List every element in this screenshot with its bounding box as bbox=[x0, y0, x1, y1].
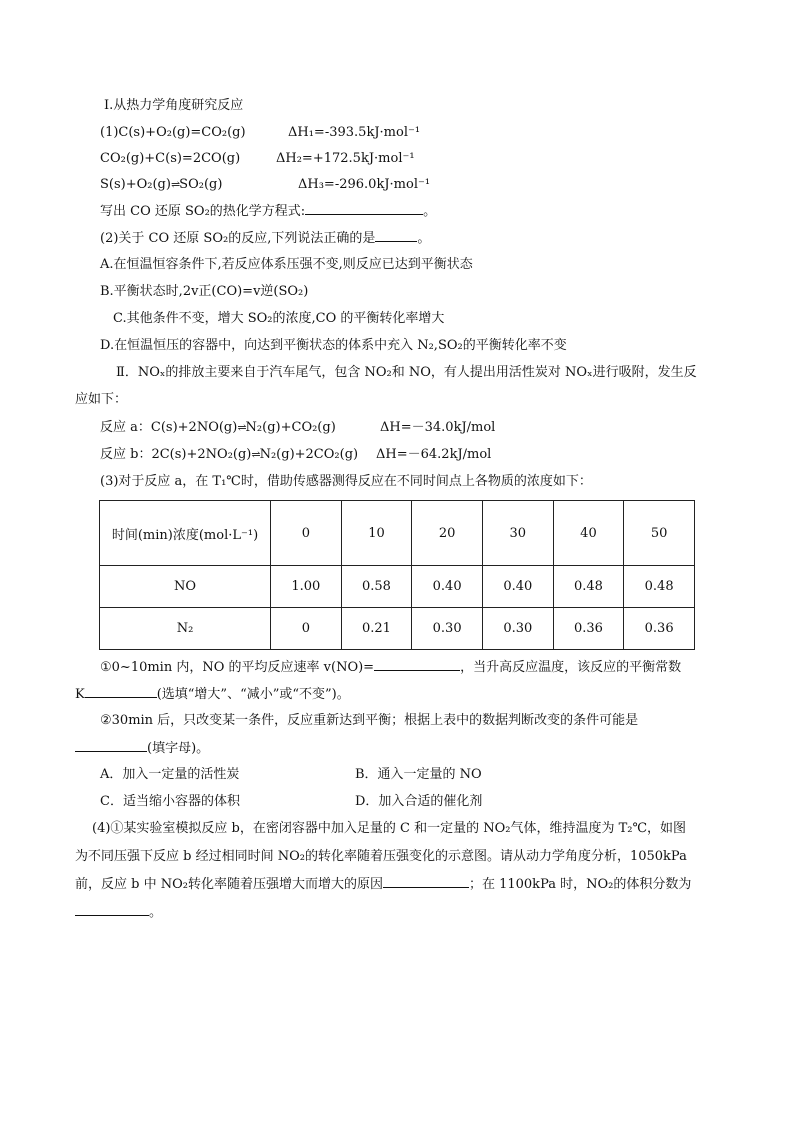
equation-3-left: S(s)+O₂(g) bbox=[100, 177, 171, 192]
reaction-b bbox=[100, 446, 358, 464]
q2-stem-end: 。 bbox=[417, 231, 431, 246]
reaction-a-label: 反应 a： bbox=[100, 420, 151, 435]
q3-sub2-text-b: (填字母)。 bbox=[147, 741, 210, 756]
q3-sub1-line1 bbox=[100, 658, 681, 677]
q3-option-d: D．加入合适的催化剂 bbox=[355, 794, 483, 809]
table-cell: 0.36 bbox=[624, 608, 695, 650]
q3-sub2-line1: ②30min 后，只改变某一条件，反应重新达到平衡；根据上表中的数据判断改变的条件可能是 bbox=[100, 713, 639, 728]
table-cell: 0.58 bbox=[341, 566, 412, 608]
answer-blank-rate[interactable] bbox=[374, 658, 460, 671]
table-cell: 0.40 bbox=[482, 566, 553, 608]
table-cell: 0.36 bbox=[553, 608, 624, 650]
q3-option-a: A．加入一定量的活性炭 bbox=[100, 767, 240, 782]
q4-line3-text-a: 前，反应 b 中 NO₂转化率随着压强增大而增大的原因 bbox=[75, 877, 383, 892]
part2-intro-line1: Ⅱ．NOₓ的排放主要来自于汽车尾气，包含 NO₂和 NO，有人提出用活性炭对 NOₓ进行吸附，发生反 bbox=[116, 365, 697, 380]
q1-prompt-text: 写出 CO 还原 SO₂的热化学方程式: bbox=[100, 204, 306, 219]
reaction-a bbox=[100, 419, 336, 437]
equation-2: CO₂(g)+C(s)=2CO(g) bbox=[100, 151, 241, 166]
q3-stem: (3)对于反应 a，在 T₁℃时，借助传感器测得反应在不同时间点上各物质的浓度如下： bbox=[100, 474, 592, 489]
q1-prompt-end: 。 bbox=[423, 204, 437, 219]
equilibrium-arrow-icon: ⇌ bbox=[170, 178, 180, 191]
concentration-table bbox=[99, 500, 695, 650]
q1-prompt bbox=[100, 202, 436, 221]
q2-option-c: C.其他条件不变，增大 SO₂的浓度,CO 的平衡转化率增大 bbox=[113, 311, 445, 326]
part1-heading: Ⅰ.从热力学角度研究反应 bbox=[104, 98, 244, 113]
q3-option-c: C．适当缩小容器的体积 bbox=[100, 794, 240, 809]
equation-3-right: SO₂(g) bbox=[179, 177, 223, 192]
q2-stem bbox=[100, 229, 430, 248]
table-cell: N₂ bbox=[100, 608, 271, 650]
answer-blank-reason[interactable] bbox=[383, 875, 469, 888]
enthalpy-2: ΔH₂=+172.5kJ·mol⁻¹ bbox=[276, 151, 415, 166]
table-header-cell: 10 bbox=[341, 501, 412, 566]
table-cell: 0.30 bbox=[482, 608, 553, 650]
table-header-row bbox=[100, 501, 695, 566]
q2-option-b: B.平衡状态时,2v正(CO)=v逆(SO₂) bbox=[100, 284, 309, 299]
q4-line1: (4)①某实验室模拟反应 b，在密闭容器中加入足量的 C 和一定量的 NO₂气体，维持温度为 T₂℃，如图 bbox=[92, 821, 687, 836]
q4-line2: 为不同压强下反应 b 经过相同时间 NO₂的转化率随着压强变化的示意图。请从动力学角度分析，1050kPa bbox=[75, 849, 687, 864]
table-cell: 0 bbox=[271, 608, 342, 650]
reaction-a-right: N₂(g)+CO₂(g) bbox=[245, 420, 336, 435]
answer-blank-q2[interactable] bbox=[375, 229, 417, 242]
table-header-cell: 20 bbox=[412, 501, 483, 566]
reaction-a-left: C(s)+2NO(g) bbox=[150, 420, 238, 435]
q4-line4-end: 。 bbox=[149, 905, 163, 920]
table-cell: 0.21 bbox=[341, 608, 412, 650]
q2-option-d: D.在恒温恒压的容器中，向达到平衡状态的体系中充入 N₂,SO₂的平衡转化率不变 bbox=[100, 338, 567, 353]
table-cell: 0.30 bbox=[412, 608, 483, 650]
equation-3 bbox=[100, 176, 222, 194]
q4-line3 bbox=[75, 875, 691, 894]
answer-blank-condition[interactable] bbox=[75, 739, 147, 752]
q2-option-a: A.在恒温恒容条件下,若反应体系压强不变,则反应已达到平衡状态 bbox=[100, 257, 473, 272]
reaction-b-label: 反应 b： bbox=[100, 447, 152, 462]
answer-blank-volume-fraction[interactable] bbox=[75, 903, 149, 916]
table-header-cell: 50 bbox=[624, 501, 695, 566]
table-cell: 1.00 bbox=[271, 566, 342, 608]
reaction-a-enthalpy: ΔH=－34.0kJ/mol bbox=[380, 420, 496, 435]
table-cell: 0.40 bbox=[412, 566, 483, 608]
table-header-cell: 时间(min)浓度(mol·L⁻¹) bbox=[100, 501, 271, 566]
table-cell: NO bbox=[100, 566, 271, 608]
table-cell: 0.48 bbox=[553, 566, 624, 608]
q3-sub1-line2 bbox=[75, 685, 350, 704]
enthalpy-1: ΔH₁=-393.5kJ·mol⁻¹ bbox=[288, 125, 421, 140]
answer-blank-q1[interactable] bbox=[305, 202, 423, 215]
table-row bbox=[100, 608, 695, 650]
equation-1: (1)C(s)+O₂(g)=CO₂(g) bbox=[100, 125, 246, 140]
q3-option-b: B．通入一定量的 NO bbox=[355, 767, 482, 782]
table-header-cell: 40 bbox=[553, 501, 624, 566]
q3-sub2-line2 bbox=[75, 739, 209, 758]
reaction-b-right: N₂(g)+2CO₂(g) bbox=[259, 447, 359, 462]
answer-blank-k[interactable] bbox=[85, 685, 157, 698]
q3-sub1-text-d: (选填“增大”、“减小”或“不变”)。 bbox=[156, 687, 350, 702]
q4-line4 bbox=[75, 903, 162, 922]
table-row bbox=[100, 566, 695, 608]
enthalpy-3: ΔH₃=-296.0kJ·mol⁻¹ bbox=[298, 177, 431, 192]
reaction-b-left: 2C(s)+2NO₂(g) bbox=[151, 447, 252, 462]
table-header-cell: 30 bbox=[482, 501, 553, 566]
q4-line3-text-b: ；在 1100kPa 时，NO₂的体积分数为 bbox=[468, 877, 692, 892]
part2-intro-line2: 应如下： bbox=[75, 392, 128, 407]
q2-stem-text: (2)关于 CO 还原 SO₂的反应,下列说法正确的是 bbox=[100, 231, 376, 246]
q3-sub1-text-a: ①0~10min 内，NO 的平均反应速率 v(NO)= bbox=[100, 660, 375, 675]
equilibrium-arrow-icon: ⇌ bbox=[237, 421, 246, 434]
q3-sub1-text-c: K bbox=[75, 687, 85, 702]
table-cell: 0.48 bbox=[624, 566, 695, 608]
equilibrium-arrow-icon: ⇌ bbox=[251, 448, 260, 461]
reaction-b-enthalpy: ΔH=－64.2kJ/mol bbox=[376, 447, 492, 462]
q3-sub1-text-b: ，当升高反应温度，该反应的平衡常数 bbox=[460, 660, 682, 675]
table-header-cell: 0 bbox=[271, 501, 342, 566]
